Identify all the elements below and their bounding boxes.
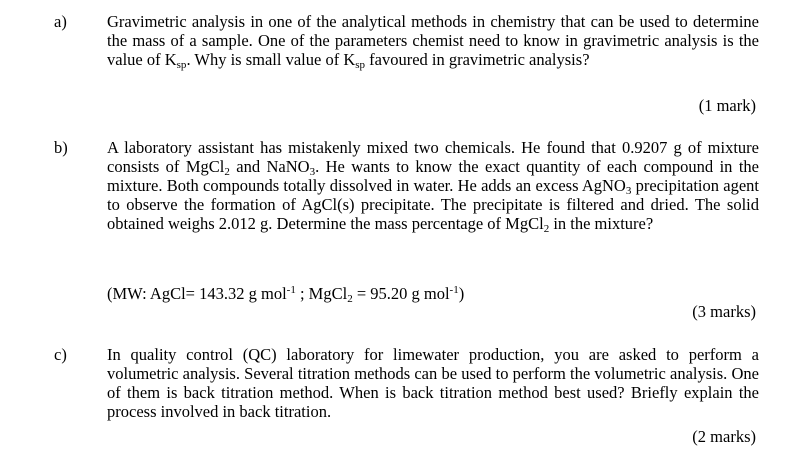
question-c-label: c) [54,345,67,364]
question-c-marks: (2 marks) [692,427,756,446]
question-b-marks: (3 marks) [692,302,756,321]
question-a-label: a) [54,12,67,31]
question-a-marks: (1 mark) [698,96,756,115]
question-b-molar-mass-line: (MW: AgCl= 143.32 g mol$^{-1}$ ; MgCl$_2$ = 95.20 g mol$^{-1}$) [107,284,465,305]
question-b-text: A laboratory assistant has mistakenly mixed two chemicals. He found that 0.9207 g of mixture consists of MgCl$_2$ and NaNO$_3$. He wants to know the exact quantity of each compound in the mixture. Both compounds totally dissolved in water. He adds an excess AgNO$_3$ precipitation agent to observe the formation of AgCl(s) precipitate. The precipitate is filtered and dried. The solid obtained weighs 2.012 g. Determine the mass percentage of MgCl$_2$ in the mixture? [107,138,759,235]
question-c-text: In quality control (QC) laboratory for limewater production, you are asked to perform a volumetric analysis. Several titration methods can be used to perform the volumetric analysis. One of them is back titration method. When is back titration method best used? Briefly explain the process involved in back titration. [107,345,759,421]
question-a-text: Gravimetric analysis in one of the analytical methods in chemistry that can be used to determine the mass of a sample. One of the parameters chemist need to know in gravimetric analysis is the value of $K_{sp}$. Why is small value of $K_{sp}$ favoured in gravimetric analysis? [107,12,759,71]
question-b-label: b) [54,138,68,157]
